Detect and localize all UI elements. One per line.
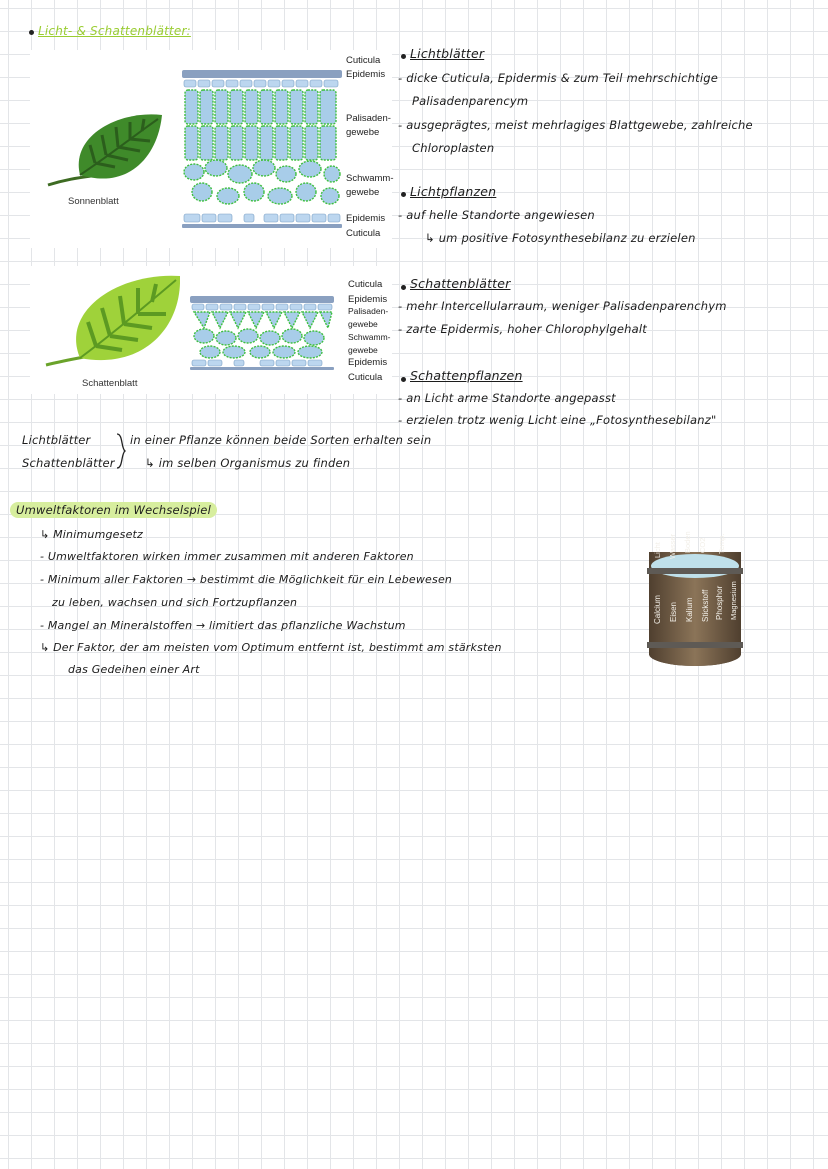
barrel-stave: Licht xyxy=(653,542,662,558)
heading-lichtpflanzen: Lichtpflanzen xyxy=(410,184,497,199)
umwelt-line-4: zu leben, wachsen und sich Fortzupflanzen xyxy=(52,596,298,609)
sun-leaf-caption: Sonnenblatt xyxy=(68,196,119,207)
both-left-2: Schattenblätter xyxy=(22,456,115,470)
lichtblaetter-line-4: Chloroplasten xyxy=(412,141,495,155)
sun-leaf-figure xyxy=(30,50,392,248)
schattenpflanzen-line-2: - erzielen trotz wenig Licht eine „Fotosynthesebilanz" xyxy=(398,413,717,427)
label-palisade-2: gewebe xyxy=(348,319,378,329)
lichtblaetter-line-3: - ausgeprägtes, meist mehrlagiges Blattgewebe, zahlreiche xyxy=(398,118,753,132)
lichtpflanzen-line-2: ↳ um positive Fotosynthesebilanz zu erzielen xyxy=(425,231,696,245)
umwelt-line-7: das Gedeihen einer Art xyxy=(68,663,200,676)
heading-lichtblaetter: Lichtblätter xyxy=(410,46,485,61)
label-cuticula-top: Cuticula xyxy=(348,279,383,290)
barrel-stave: Eisen xyxy=(669,602,678,623)
umwelt-line-3: - Minimum aller Faktoren → bestimmt die Möglichkeit für ein Lebewesen xyxy=(40,573,453,586)
label-cuticula-bottom: Cuticula xyxy=(346,228,381,239)
shade-leaf-caption: Schattenblatt xyxy=(82,378,138,389)
barrel-stave: Stickstoff xyxy=(701,589,710,623)
bullet-dot xyxy=(401,285,406,290)
minimum-barrel-illustration xyxy=(643,522,747,668)
shade-leaf-figure xyxy=(30,266,392,394)
label-spongy-2: gewebe xyxy=(346,187,380,198)
barrel-stave: Boden xyxy=(683,531,692,553)
label-spongy-2: gewebe xyxy=(348,345,378,355)
heading-schattenpflanzen: Schattenpflanzen xyxy=(410,368,523,383)
label-palisade-1: Palisaden- xyxy=(348,306,389,316)
page-title: Licht- & Schattenblätter: xyxy=(38,24,191,38)
label-spongy-1: Schwamm- xyxy=(348,332,391,342)
barrel-stave: Phosphor xyxy=(715,585,724,621)
schattenpflanzen-line-1: - an Licht arme Standorte angepasst xyxy=(398,391,616,405)
shade-leaf-cross-section xyxy=(190,296,336,370)
label-spongy-1: Schwamm- xyxy=(346,173,394,184)
heading-schattenblaetter: Schattenblätter xyxy=(410,276,511,291)
label-epidermis-top: Epidemis xyxy=(346,69,386,80)
lichtblaetter-line-1: - dicke Cuticula, Epidermis & zum Teil mehrschichtige xyxy=(398,71,719,85)
barrel-stave: Calcium xyxy=(653,595,662,625)
bullet-dot xyxy=(29,30,34,35)
label-epidermis-bottom: Epidemis xyxy=(346,213,386,224)
both-right-1: in einer Pflanze können beide Sorten erhalten sein xyxy=(130,433,432,447)
both-right-2: ↳ im selben Organismus zu finden xyxy=(145,456,351,470)
umwelt-line-1: ↳ Minimumgesetz xyxy=(40,528,144,541)
bullet-dot xyxy=(401,377,406,382)
schattenblaetter-line-2: - zarte Epidermis, hoher Chlorophylgehalt xyxy=(398,322,648,336)
shade-leaf-icon xyxy=(40,270,180,370)
sun-leaf-icon xyxy=(40,105,170,205)
barrel-stave: Temp. xyxy=(717,533,726,555)
schattenblaetter-line-1: - mehr Intercellularraum, weniger Palisadenparenchym xyxy=(398,299,727,313)
label-epidermis-bottom: Epidemis xyxy=(348,357,388,368)
curly-brace-icon xyxy=(115,432,127,470)
label-palisade-2: gewebe xyxy=(346,127,380,138)
barrel-stave: CO2 xyxy=(698,537,707,553)
label-cuticula-bottom: Cuticula xyxy=(348,372,383,383)
lichtblaetter-line-2: Palisadenparencym xyxy=(412,94,529,108)
label-palisade-1: Palisaden- xyxy=(346,113,391,124)
both-left-1: Lichtblätter xyxy=(22,433,91,447)
heading-umweltfaktoren: Umweltfaktoren im Wechselspiel xyxy=(10,502,217,518)
sun-leaf-cross-section xyxy=(182,68,344,238)
label-cuticula-top: Cuticula xyxy=(346,55,381,66)
lichtpflanzen-line-1: - auf helle Standorte angewiesen xyxy=(398,208,595,222)
umwelt-line-5: - Mangel an Mineralstoffen → limitiert das pflanzliche Wachstum xyxy=(40,619,406,632)
barrel-stave: Magnesium xyxy=(729,581,738,621)
barrel-stave: Kalium xyxy=(685,597,694,623)
barrel-stave: Wasser xyxy=(668,533,677,559)
umwelt-line-6: ↳ Der Faktor, der am meisten vom Optimum entfernt ist, bestimmt am stärksten xyxy=(40,641,502,654)
umwelt-line-2: - Umweltfaktoren wirken immer zusammen mit anderen Faktoren xyxy=(40,550,414,563)
bullet-dot xyxy=(401,192,406,197)
label-epidermis-top: Epidemis xyxy=(348,294,388,305)
bullet-dot xyxy=(401,54,406,59)
